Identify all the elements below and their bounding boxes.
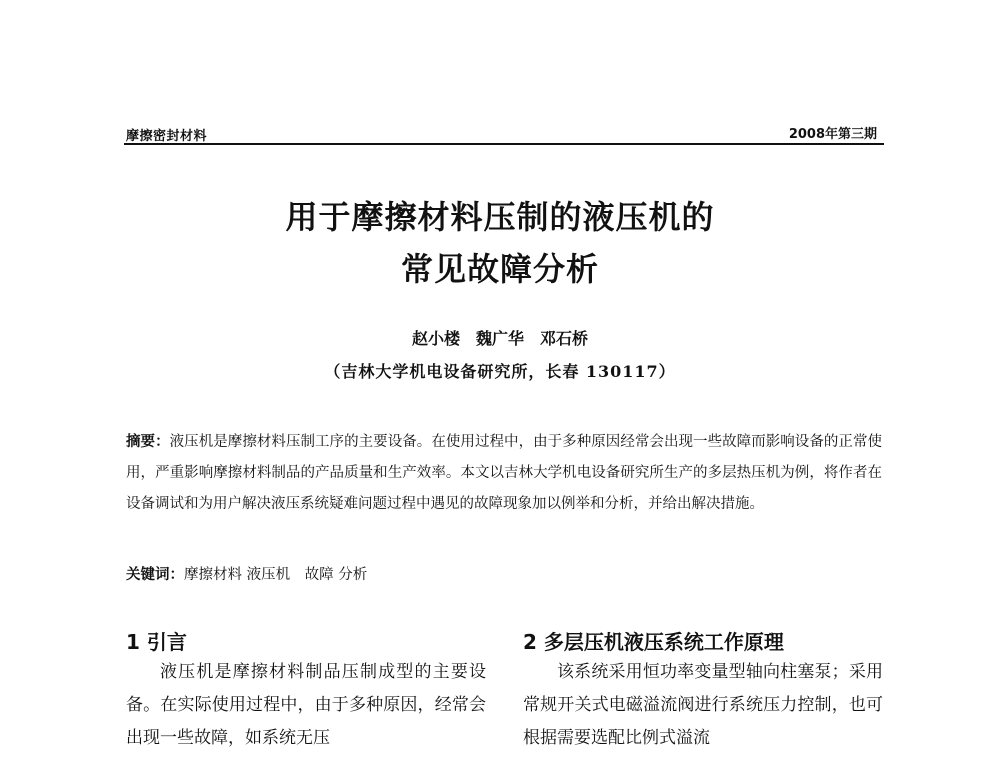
right-column (523, 626, 883, 755)
affiliation: （吉林大学机电设备研究所，长春 130117） (324, 362, 676, 381)
keywords-label: 关键词： (126, 567, 184, 583)
section-heading-principle: 2 多层压机液压系统工作原理 (523, 630, 784, 654)
section-body-principle: 该系统采用恒功率变量型轴向柱塞泵；采用常规开关式电磁溢流阀进行系统压力控制，也可根据需要选配比例式溢流 (523, 662, 883, 748)
paper-title-line-2: 常见故障分析 (400, 250, 599, 288)
running-header-issue: 2008年第三期 (788, 127, 877, 142)
left-column (126, 626, 486, 755)
keywords (126, 563, 882, 584)
abstract-label: 摘要： (126, 434, 170, 450)
abstract (126, 427, 882, 520)
section-body-introduction: 液压机是摩擦材料制品压制成型的主要设备。在实际使用过程中，由于多种原因，经常会出现一些故障，如系统无压 (126, 662, 486, 748)
running-header-journal: 摩擦密封材料 (126, 129, 208, 144)
section-heading-introduction: 1 引言 (126, 630, 187, 654)
abstract-text: 液压机是摩擦材料压制工序的主要设备。在使用过程中，由于多种原因经常会出现一些故障而影响设备的正常使用，严重影响摩擦材料制品的产品质量和生产效率。本文以吉林大学机电设备研究所生产的多层热压机为例，将作者在设备调试和为用户解决液压系统疑难问题过程中遇见的故障现象加以例举和分析，并给出解决措施。 (126, 434, 883, 512)
paper-title-line-1: 用于摩擦材料压制的液压机的 (285, 198, 715, 236)
author-list: 赵小楼 魏广华 邓石桥 (411, 329, 588, 348)
keywords-text: 摩擦材料 液压机 故障 分析 (184, 567, 368, 583)
header-divider (124, 143, 884, 145)
